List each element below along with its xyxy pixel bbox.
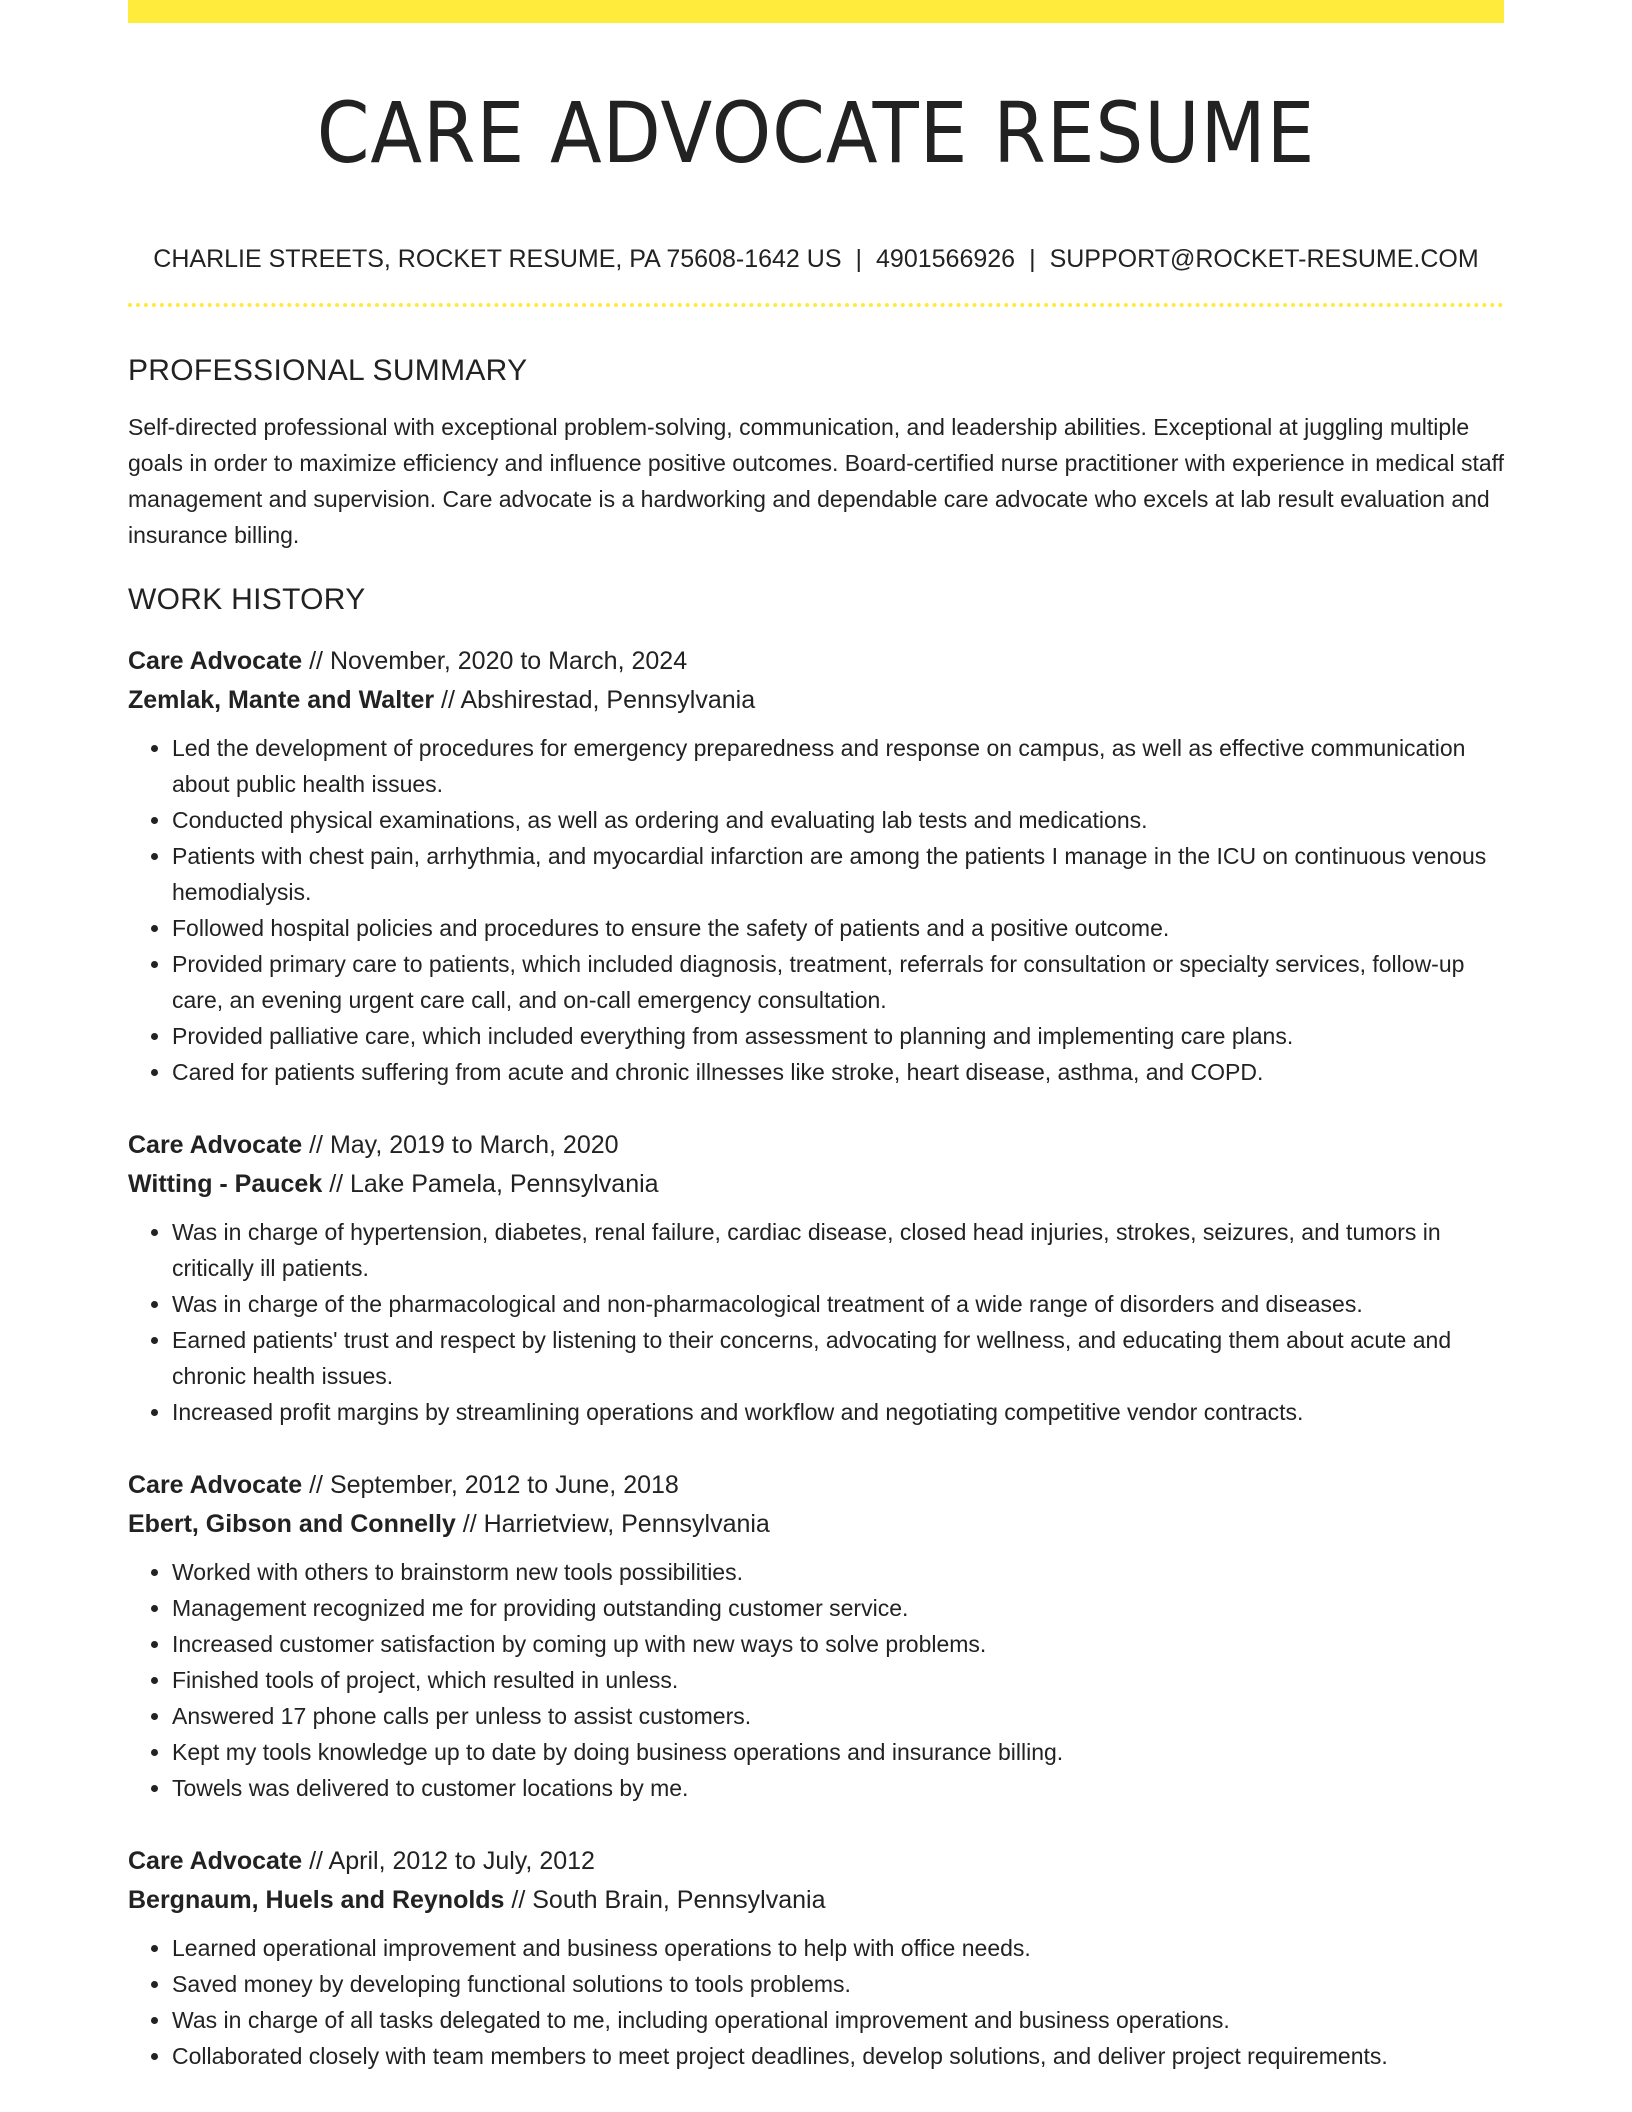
job-location: // Lake Pamela, Pennsylvania — [322, 1170, 659, 1198]
job-title: Care Advocate — [128, 1471, 303, 1499]
job-location: // South Brain, Pennsylvania — [504, 1886, 826, 1914]
job-bullet-list — [128, 1554, 1504, 1806]
job-title: Care Advocate — [128, 647, 303, 675]
job-bullet: • Management recognized me for providing outstanding customer service. — [172, 1590, 1504, 1626]
job-entry — [128, 1842, 1504, 2074]
job-bullet: • Worked with others to brainstorm new tools possibilities. — [172, 1554, 1504, 1590]
summary-text: Self-directed professional with exceptional problem-solving, communication, and leadership abilities. Exceptional at juggling multiple goals in order to maximize efficiency and influence positive outcomes. Board-certified nurse practitioner with experience in medical staff management and supervision. Care advocate is a hardworking and dependable care advocate who excels at lab result evaluation and insurance billing. — [128, 414, 1505, 548]
job-entry — [128, 1126, 1504, 1430]
job-entry — [128, 642, 1504, 1090]
job-company: Witting - Paucek — [128, 1170, 323, 1198]
job-bullet: • Was in charge of the pharmacological and non-pharmacological treatment of a wide range of disorders and diseases. — [172, 1286, 1504, 1322]
contact-address: CHARLIE STREETS, ROCKET RESUME, PA 75608-1642 US — [153, 245, 842, 273]
job-title-line — [128, 1842, 1504, 1881]
work-history-heading: WORK HISTORY — [128, 583, 366, 616]
job-entry — [128, 1466, 1504, 1806]
job-bullet: • Provided palliative care, which included everything from assessment to planning and implementing care plans. — [172, 1018, 1504, 1054]
job-dates: // November, 2020 to March, 2024 — [302, 647, 688, 675]
dotted-divider — [128, 303, 1504, 307]
job-company-line — [128, 681, 1504, 720]
job-bullet-list — [128, 1214, 1504, 1430]
job-bullet-list — [128, 730, 1504, 1090]
job-company-line — [128, 1165, 1504, 1204]
job-title-line — [128, 642, 1504, 681]
job-location: // Harrietview, Pennsylvania — [455, 1510, 770, 1538]
job-bullet: • Kept my tools knowledge up to date by doing business operations and insurance billing. — [172, 1734, 1504, 1770]
job-company: Bergnaum, Huels and Reynolds — [128, 1886, 505, 1914]
contact-email: SUPPORT@ROCKET-RESUME.COM — [1049, 245, 1479, 273]
job-bullet: • Was in charge of hypertension, diabetes, renal failure, cardiac disease, closed head injuries, strokes, seizures, and tumors in critically ill patients. — [172, 1214, 1504, 1286]
job-title: Care Advocate — [128, 1847, 303, 1875]
job-bullet: • Followed hospital policies and procedures to ensure the safety of patients and a positive outcome. — [172, 910, 1504, 946]
job-bullet: • Finished tools of project, which resulted in unless. — [172, 1662, 1504, 1698]
resume-page — [128, 0, 1504, 2074]
work-history-list — [128, 642, 1504, 2074]
job-title: Care Advocate — [128, 1131, 303, 1159]
accent-bar — [128, 0, 1504, 23]
job-bullet: • Provided primary care to patients, which included diagnosis, treatment, referrals for consultation or specialty services, follow-up care, an evening urgent care call, and on-call emergency consultation. — [172, 946, 1504, 1018]
contact-line — [128, 243, 1504, 275]
job-bullet: • Patients with chest pain, arrhythmia, and myocardial infarction are among the patients I manage in the ICU on continuous venous hemodialysis. — [172, 838, 1504, 910]
job-bullet-list — [128, 1930, 1504, 2074]
job-bullet: • Led the development of procedures for emergency preparedness and response on campus, as well as effective communication about public health issues. — [172, 730, 1504, 802]
job-bullet: • Increased profit margins by streamlining operations and workflow and negotiating competitive vendor contracts. — [172, 1394, 1504, 1430]
summary-heading: PROFESSIONAL SUMMARY — [128, 354, 528, 387]
job-title-line — [128, 1126, 1504, 1165]
job-bullet: • Was in charge of all tasks delegated to me, including operational improvement and business operations. — [172, 2002, 1504, 2038]
job-bullet: • Collaborated closely with team members to meet project deadlines, develop solutions, and deliver project requirements. — [172, 2038, 1504, 2074]
job-company-line — [128, 1881, 1504, 1920]
contact-phone: 4901566926 — [876, 245, 1016, 273]
job-bullet: • Saved money by developing functional solutions to tools problems. — [172, 1966, 1504, 2002]
job-bullet: • Conducted physical examinations, as well as ordering and evaluating lab tests and medications. — [172, 802, 1504, 838]
job-dates: // September, 2012 to June, 2018 — [302, 1471, 679, 1499]
job-bullet: • Towels was delivered to customer locations by me. — [172, 1770, 1504, 1806]
job-bullet: • Learned operational improvement and business operations to help with office needs. — [172, 1930, 1504, 1966]
job-bullet: • Increased customer satisfaction by coming up with new ways to solve problems. — [172, 1626, 1504, 1662]
job-company-line — [128, 1505, 1504, 1544]
contact-separator: | — [855, 245, 863, 273]
job-company: Zemlak, Mante and Walter — [128, 686, 435, 714]
page-title: CARE ADVOCATE RESUME — [316, 84, 1316, 182]
job-title-line — [128, 1466, 1504, 1505]
job-location: // Abshirestad, Pennsylvania — [434, 686, 756, 714]
job-bullet: • Cared for patients suffering from acute and chronic illnesses like stroke, heart disease, asthma, and COPD. — [172, 1054, 1504, 1090]
job-dates: // April, 2012 to July, 2012 — [302, 1847, 595, 1875]
job-bullet: • Answered 17 phone calls per unless to assist customers. — [172, 1698, 1504, 1734]
job-company: Ebert, Gibson and Connelly — [128, 1510, 456, 1538]
job-bullet: • Earned patients' trust and respect by listening to their concerns, advocating for wellness, and educating them about acute and chronic health issues. — [172, 1322, 1504, 1394]
job-dates: // May, 2019 to March, 2020 — [302, 1131, 619, 1159]
contact-separator: | — [1029, 245, 1036, 273]
